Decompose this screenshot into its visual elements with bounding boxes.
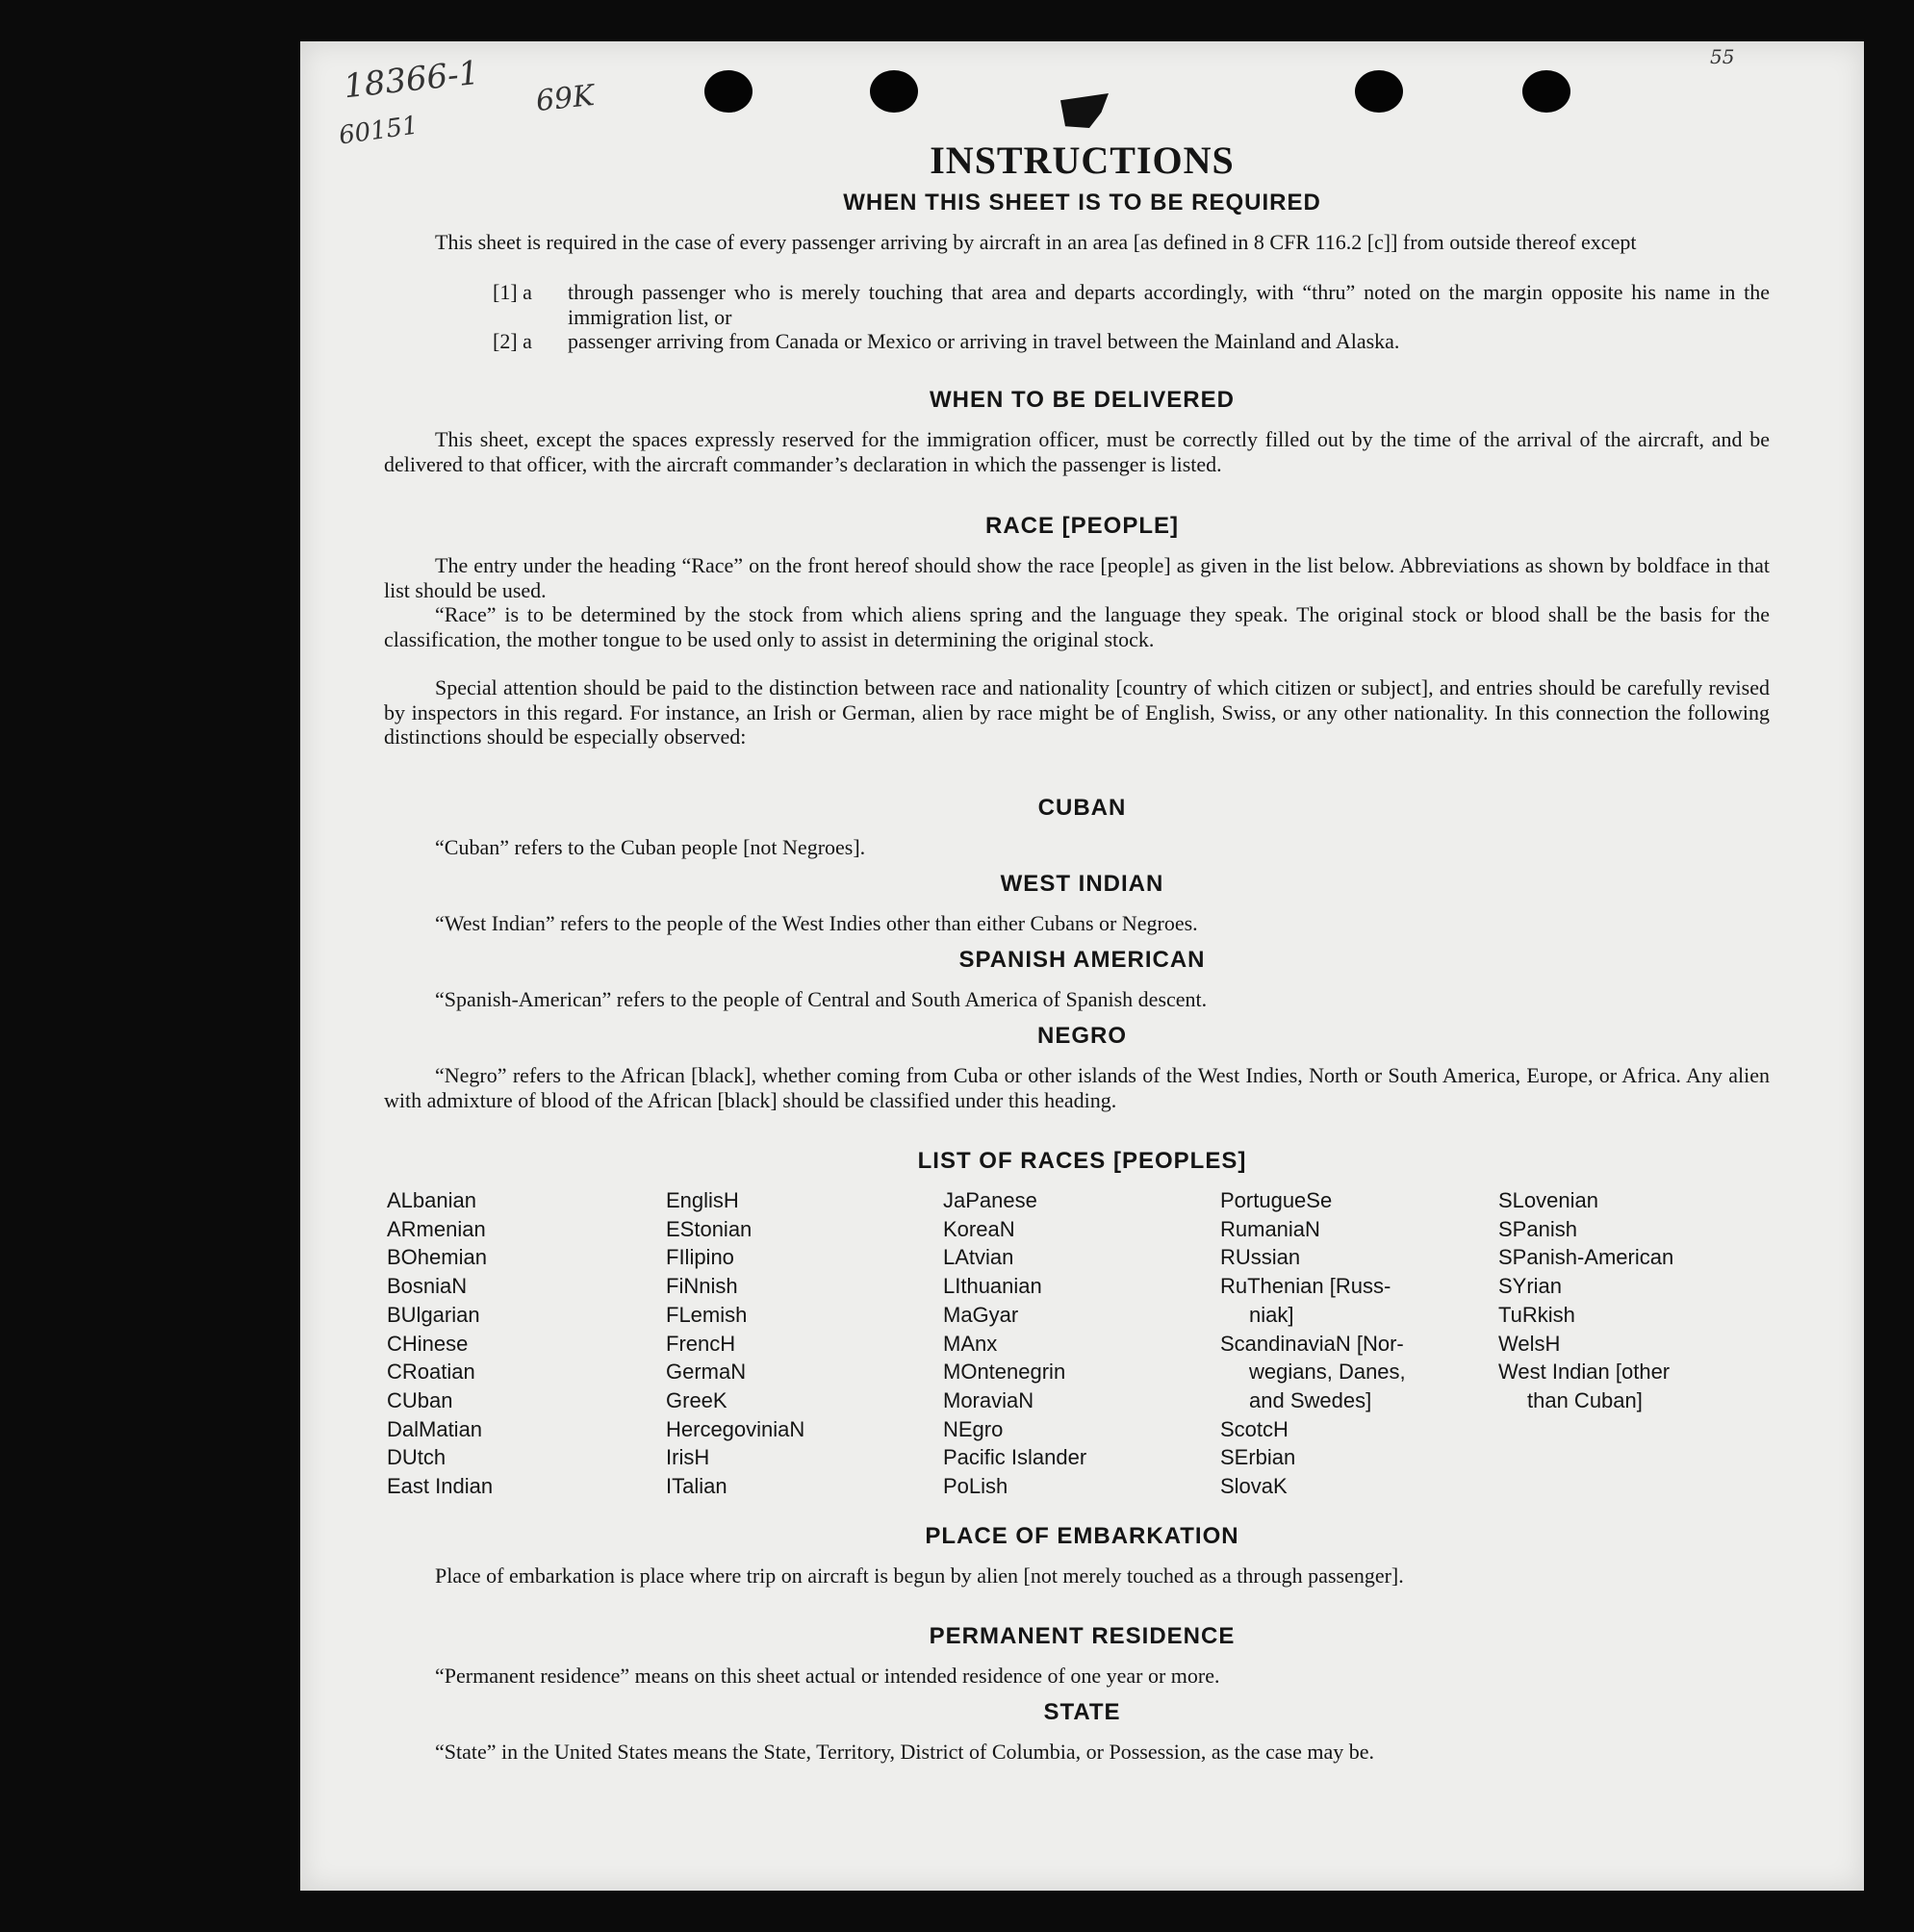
- race-entry: KoreaN: [943, 1216, 1015, 1241]
- exception-item-2: [493, 329, 1770, 354]
- race-entry: DUtch: [387, 1445, 447, 1470]
- race-entry: SPanish: [1498, 1216, 1577, 1241]
- race-entry: LIthuanian: [943, 1274, 1042, 1299]
- race-entry: ARmenian: [387, 1216, 486, 1241]
- race-entry: ScandinaviaN [Nor-: [1220, 1331, 1404, 1356]
- para-spanish-american: “Spanish-American” refers to the people of Central and South America of Spanish descent.: [435, 987, 1208, 1011]
- race-entry: ScotcH: [1220, 1416, 1289, 1441]
- para-state: “State” in the United States means the State, Territory, District of Columbia, or Possession, as the case may be.: [435, 1740, 1375, 1764]
- para-race-1: The entry under the heading “Race” on the front hereof should show the race [people] as given in the list below. Abbreviations as shown by boldface in that list should be used.: [384, 553, 1770, 602]
- heading-permanent-residence: PERMANENT RESIDENCE: [929, 1623, 1236, 1649]
- race-entry: LAtvian: [943, 1245, 1014, 1270]
- race-entry: WelsH: [1498, 1331, 1561, 1356]
- heading-when-required: WHEN THIS SHEET IS TO BE REQUIRED: [843, 190, 1321, 216]
- race-entry-continued: niak]: [1249, 1302, 1294, 1327]
- heading-negro: NEGRO: [1036, 1023, 1127, 1049]
- race-entry: PoLish: [943, 1474, 1008, 1499]
- item-number: [1] a: [493, 280, 532, 304]
- race-entry: FiNnish: [666, 1274, 738, 1299]
- race-entry-continued: than Cuban]: [1527, 1387, 1643, 1412]
- race-entry: MaGyar: [943, 1302, 1019, 1327]
- race-entry: BosniaN: [387, 1274, 468, 1299]
- para-place-of-embarkation: Place of embarkation is place where trip on aircraft is begun by alien [not merely touched as a through passenger].: [435, 1563, 1404, 1588]
- item-text: passenger arriving from Canada or Mexico or arriving in travel between the Mainland and Alaska.: [568, 329, 1400, 353]
- race-entry: SPanish-American: [1498, 1245, 1674, 1270]
- races-column-1: [387, 1186, 493, 1501]
- race-entry: BOhemian: [387, 1245, 487, 1270]
- race-entry-continued: wegians, Danes,: [1249, 1360, 1406, 1385]
- race-entry: NEgro: [943, 1416, 1004, 1441]
- race-entry: FLemish: [666, 1302, 748, 1327]
- races-column-2: [666, 1186, 804, 1501]
- race-entry: GreeK: [666, 1387, 727, 1412]
- heading-west-indian: WEST INDIAN: [1000, 871, 1164, 897]
- para-race-3: Special attention should be paid to the distinction between race and nationality [country of which citizen or subject], and entries should be carefully revised by inspectors in this regard. For instance, an Irish or German, alien by race might be of English, Swiss, or any other nationality. In this connection the following distinctions should be especially observed:: [384, 675, 1770, 749]
- race-entry: TuRkish: [1498, 1302, 1575, 1327]
- race-entry: MAnx: [943, 1331, 998, 1356]
- race-entry: CHinese: [387, 1331, 469, 1356]
- heading-when-delivered: WHEN TO BE DELIVERED: [930, 387, 1235, 413]
- race-entry: JaPanese: [943, 1188, 1037, 1212]
- para-when-required: This sheet is required in the case of every passenger arriving by aircraft in an area [as defined in 8 CFR 116.2 [c]] from outside thereof except: [435, 230, 1637, 254]
- race-entry: SLovenian: [1498, 1188, 1598, 1212]
- page-title: INSTRUCTIONS: [930, 139, 1235, 182]
- ink-blot: [1060, 93, 1109, 128]
- race-entry: RumaniaN: [1220, 1216, 1320, 1241]
- para-negro: “Negro” refers to the African [black], whether coming from Cuba or other islands of the West Indies, North or South America, Europe, or Africa. Any alien with admixture of blood of the African [black] should be classified under this heading.: [384, 1063, 1770, 1112]
- punch-hole: [704, 70, 753, 113]
- handwritten-ref: 69K: [534, 78, 597, 119]
- heading-place-of-embarkation: PLACE OF EMBARKATION: [925, 1523, 1239, 1549]
- punch-hole: [1522, 70, 1570, 113]
- heading-spanish-american: SPANISH AMERICAN: [958, 947, 1206, 973]
- race-entry: EStonian: [666, 1216, 753, 1241]
- race-entry: FrencH: [666, 1331, 736, 1356]
- heading-cuban: CUBAN: [1037, 795, 1127, 821]
- races-column-3: [943, 1186, 1086, 1501]
- handwritten-corner-mark: 55: [1710, 45, 1735, 68]
- races-column-5: [1498, 1186, 1673, 1415]
- race-entry: MoraviaN: [943, 1387, 1034, 1412]
- heading-race: RACE [PEOPLE]: [984, 513, 1179, 539]
- punch-hole: [1355, 70, 1403, 113]
- race-entry: CUban: [387, 1387, 453, 1412]
- race-entry-continued: and Swedes]: [1249, 1387, 1372, 1412]
- handwritten-number-1: 18366-1: [342, 53, 481, 107]
- exception-item-1: [493, 280, 1770, 329]
- para-race-2: “Race” is to be determined by the stock from which aliens spring and the language they speak. The original stock or blood shall be the basis for the classification, the mother tongue to be used only to assist in determining the original stock.: [384, 602, 1770, 651]
- race-entry: RUssian: [1220, 1245, 1301, 1270]
- race-entry: ITalian: [666, 1474, 727, 1499]
- para-west-indian: “West Indian” refers to the people of the West Indies other than either Cubans or Negroes.: [435, 911, 1198, 935]
- item-text: through passenger who is merely touching that area and departs accordingly, with “thru” noted on the margin opposite his name in the immigration list, or: [568, 280, 1770, 329]
- race-entry: CRoatian: [387, 1360, 475, 1385]
- race-entry: PortugueSe: [1220, 1188, 1333, 1212]
- para-when-delivered: This sheet, except the spaces expressly reserved for the immigration officer, must be correctly filled out by the time of the arrival of the aircraft, and be delivered to that officer, with the aircraft commander’s declaration in which the passenger is listed.: [384, 427, 1770, 476]
- document-page: [300, 41, 1864, 1891]
- race-entry: FIlipino: [666, 1245, 734, 1270]
- para-cuban: “Cuban” refers to the Cuban people [not Negroes].: [435, 835, 866, 859]
- race-entry: SlovaK: [1220, 1474, 1288, 1499]
- race-entry: GermaN: [666, 1360, 747, 1385]
- race-entry: DalMatian: [387, 1416, 483, 1441]
- race-entry: Pacific Islander: [943, 1445, 1087, 1470]
- race-entry: BUlgarian: [387, 1302, 480, 1327]
- heading-list-of-races: LIST OF RACES [PEOPLES]: [917, 1148, 1247, 1174]
- race-entry: East Indian: [387, 1474, 494, 1499]
- handwritten-number-2: 60151: [337, 111, 421, 151]
- race-entry: MOntenegrin: [943, 1360, 1066, 1385]
- race-entry: RuThenian [Russ-: [1220, 1274, 1391, 1299]
- races-column-4: [1220, 1186, 1406, 1501]
- para-permanent-residence: “Permanent residence” means on this sheet actual or intended residence of one year or more.: [435, 1664, 1220, 1688]
- race-entry: IrisH: [666, 1445, 710, 1470]
- heading-state: STATE: [1043, 1699, 1121, 1725]
- item-number: [2] a: [493, 329, 532, 353]
- race-entry: SYrian: [1498, 1274, 1563, 1299]
- race-entry: HercegovinіaN: [666, 1416, 805, 1441]
- race-entry: SErbian: [1220, 1445, 1296, 1470]
- race-entry: ALbanian: [387, 1188, 476, 1212]
- race-entry: West Indian [other: [1498, 1360, 1671, 1385]
- punch-hole: [870, 70, 918, 113]
- race-entry: EnglisH: [666, 1188, 739, 1212]
